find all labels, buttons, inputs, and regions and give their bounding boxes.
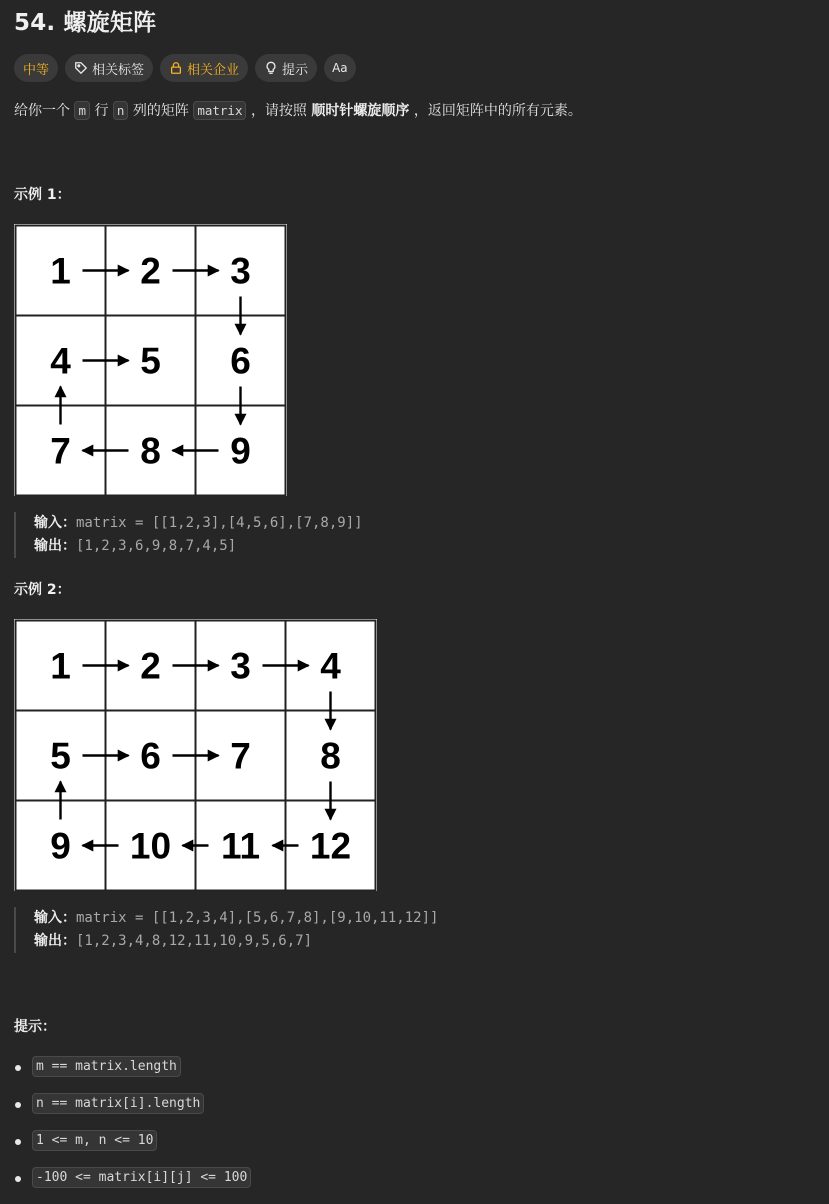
matrix-value: 7 (230, 735, 251, 777)
font-toggle-button[interactable] (324, 54, 356, 82)
matrix-value: 4 (50, 340, 71, 382)
matrix-value: 12 (309, 825, 352, 867)
matrix-value: 5 (50, 735, 71, 777)
hint-tag-button[interactable] (255, 54, 317, 82)
matrix-value: 1 (50, 250, 71, 292)
constraint-code: -100 <= matrix[i][j] <= 100 (32, 1167, 251, 1188)
matrix-value: 8 (320, 735, 341, 777)
constraint-item (14, 1167, 251, 1204)
matrix-value: 9 (50, 825, 71, 867)
code-m: m (74, 101, 90, 120)
example-2-heading: 示例 2： (14, 582, 71, 598)
example-2-block (14, 907, 438, 953)
matrix-value: 3 (230, 250, 251, 292)
hint-tag-label: 提示 (282, 62, 309, 78)
constraint-code: m == matrix.length (32, 1056, 181, 1077)
matrix-value: 10 (129, 825, 172, 867)
matrix-value: 6 (230, 340, 251, 382)
lightbulb-icon (264, 61, 278, 75)
matrix-value: 8 (140, 430, 161, 472)
matrix-value: 11 (220, 825, 261, 867)
code-n: n (113, 101, 129, 120)
desc-text-1: 给你一个 (14, 103, 70, 119)
example-2-figure (14, 619, 377, 891)
desc-text-4: ，请按照 (250, 103, 307, 119)
constraint-item (14, 1093, 251, 1130)
example-1-input: matrix = [[1,2,3],[4,5,6],[7,8,9]] (76, 515, 363, 531)
constraint-item (14, 1130, 251, 1167)
example-1-output-label: 输出： (34, 538, 76, 554)
example-1-heading: 示例 1： (14, 187, 71, 203)
problem-description (14, 100, 582, 122)
example-2-input: matrix = [[1,2,3,4],[5,6,7,8],[9,10,11,12]] (76, 910, 439, 926)
example-1-block (14, 512, 363, 558)
matrix-value: 2 (140, 250, 161, 292)
constraint-code: n == matrix[i].length (32, 1093, 204, 1114)
companies-tag-label: 相关企业 (187, 62, 240, 78)
matrix-value: 9 (230, 430, 251, 472)
matrix-value: 7 (50, 430, 71, 472)
code-matrix: matrix (193, 101, 246, 120)
desc-text-5: ，返回矩阵中的所有元素。 (413, 103, 582, 119)
topics-tag-label: 相关标签 (92, 62, 145, 78)
example-1-output: [1,2,3,6,9,8,7,4,5] (76, 538, 237, 554)
matrix-value: 4 (320, 645, 341, 687)
problem-title: 54. 螺旋矩阵 (14, 10, 157, 36)
desc-bold: 顺时针螺旋顺序 (311, 103, 410, 119)
constraints-heading: 提示： (14, 1019, 56, 1035)
matrix-value: 2 (140, 645, 161, 687)
desc-text-3: 列的矩阵 (132, 103, 189, 119)
tag-icon (74, 61, 88, 75)
matrix-value: 3 (230, 645, 251, 687)
example-2-input-label: 输入： (34, 910, 76, 926)
difficulty-badge[interactable] (14, 54, 58, 82)
matrix-value: 6 (140, 735, 161, 777)
example-2-output: [1,2,3,4,8,12,11,10,9,5,6,7] (76, 933, 313, 949)
font-toggle-icon: Aa (332, 61, 348, 75)
topics-tag-button[interactable] (65, 54, 153, 82)
matrix-value: 1 (50, 645, 71, 687)
difficulty-label: 中等 (23, 62, 50, 78)
matrix-value: 5 (140, 340, 161, 382)
constraint-item (14, 1056, 251, 1093)
constraints-list (14, 1056, 251, 1204)
example-2-output-label: 输出： (34, 933, 76, 949)
lock-icon (169, 61, 183, 75)
example-1-input-label: 输入： (34, 515, 76, 531)
desc-text-2: 行 (94, 103, 109, 119)
companies-tag-button[interactable] (160, 54, 248, 82)
tag-bar (14, 54, 356, 82)
example-1-figure (14, 224, 287, 496)
constraint-code: 1 <= m, n <= 10 (32, 1130, 157, 1151)
